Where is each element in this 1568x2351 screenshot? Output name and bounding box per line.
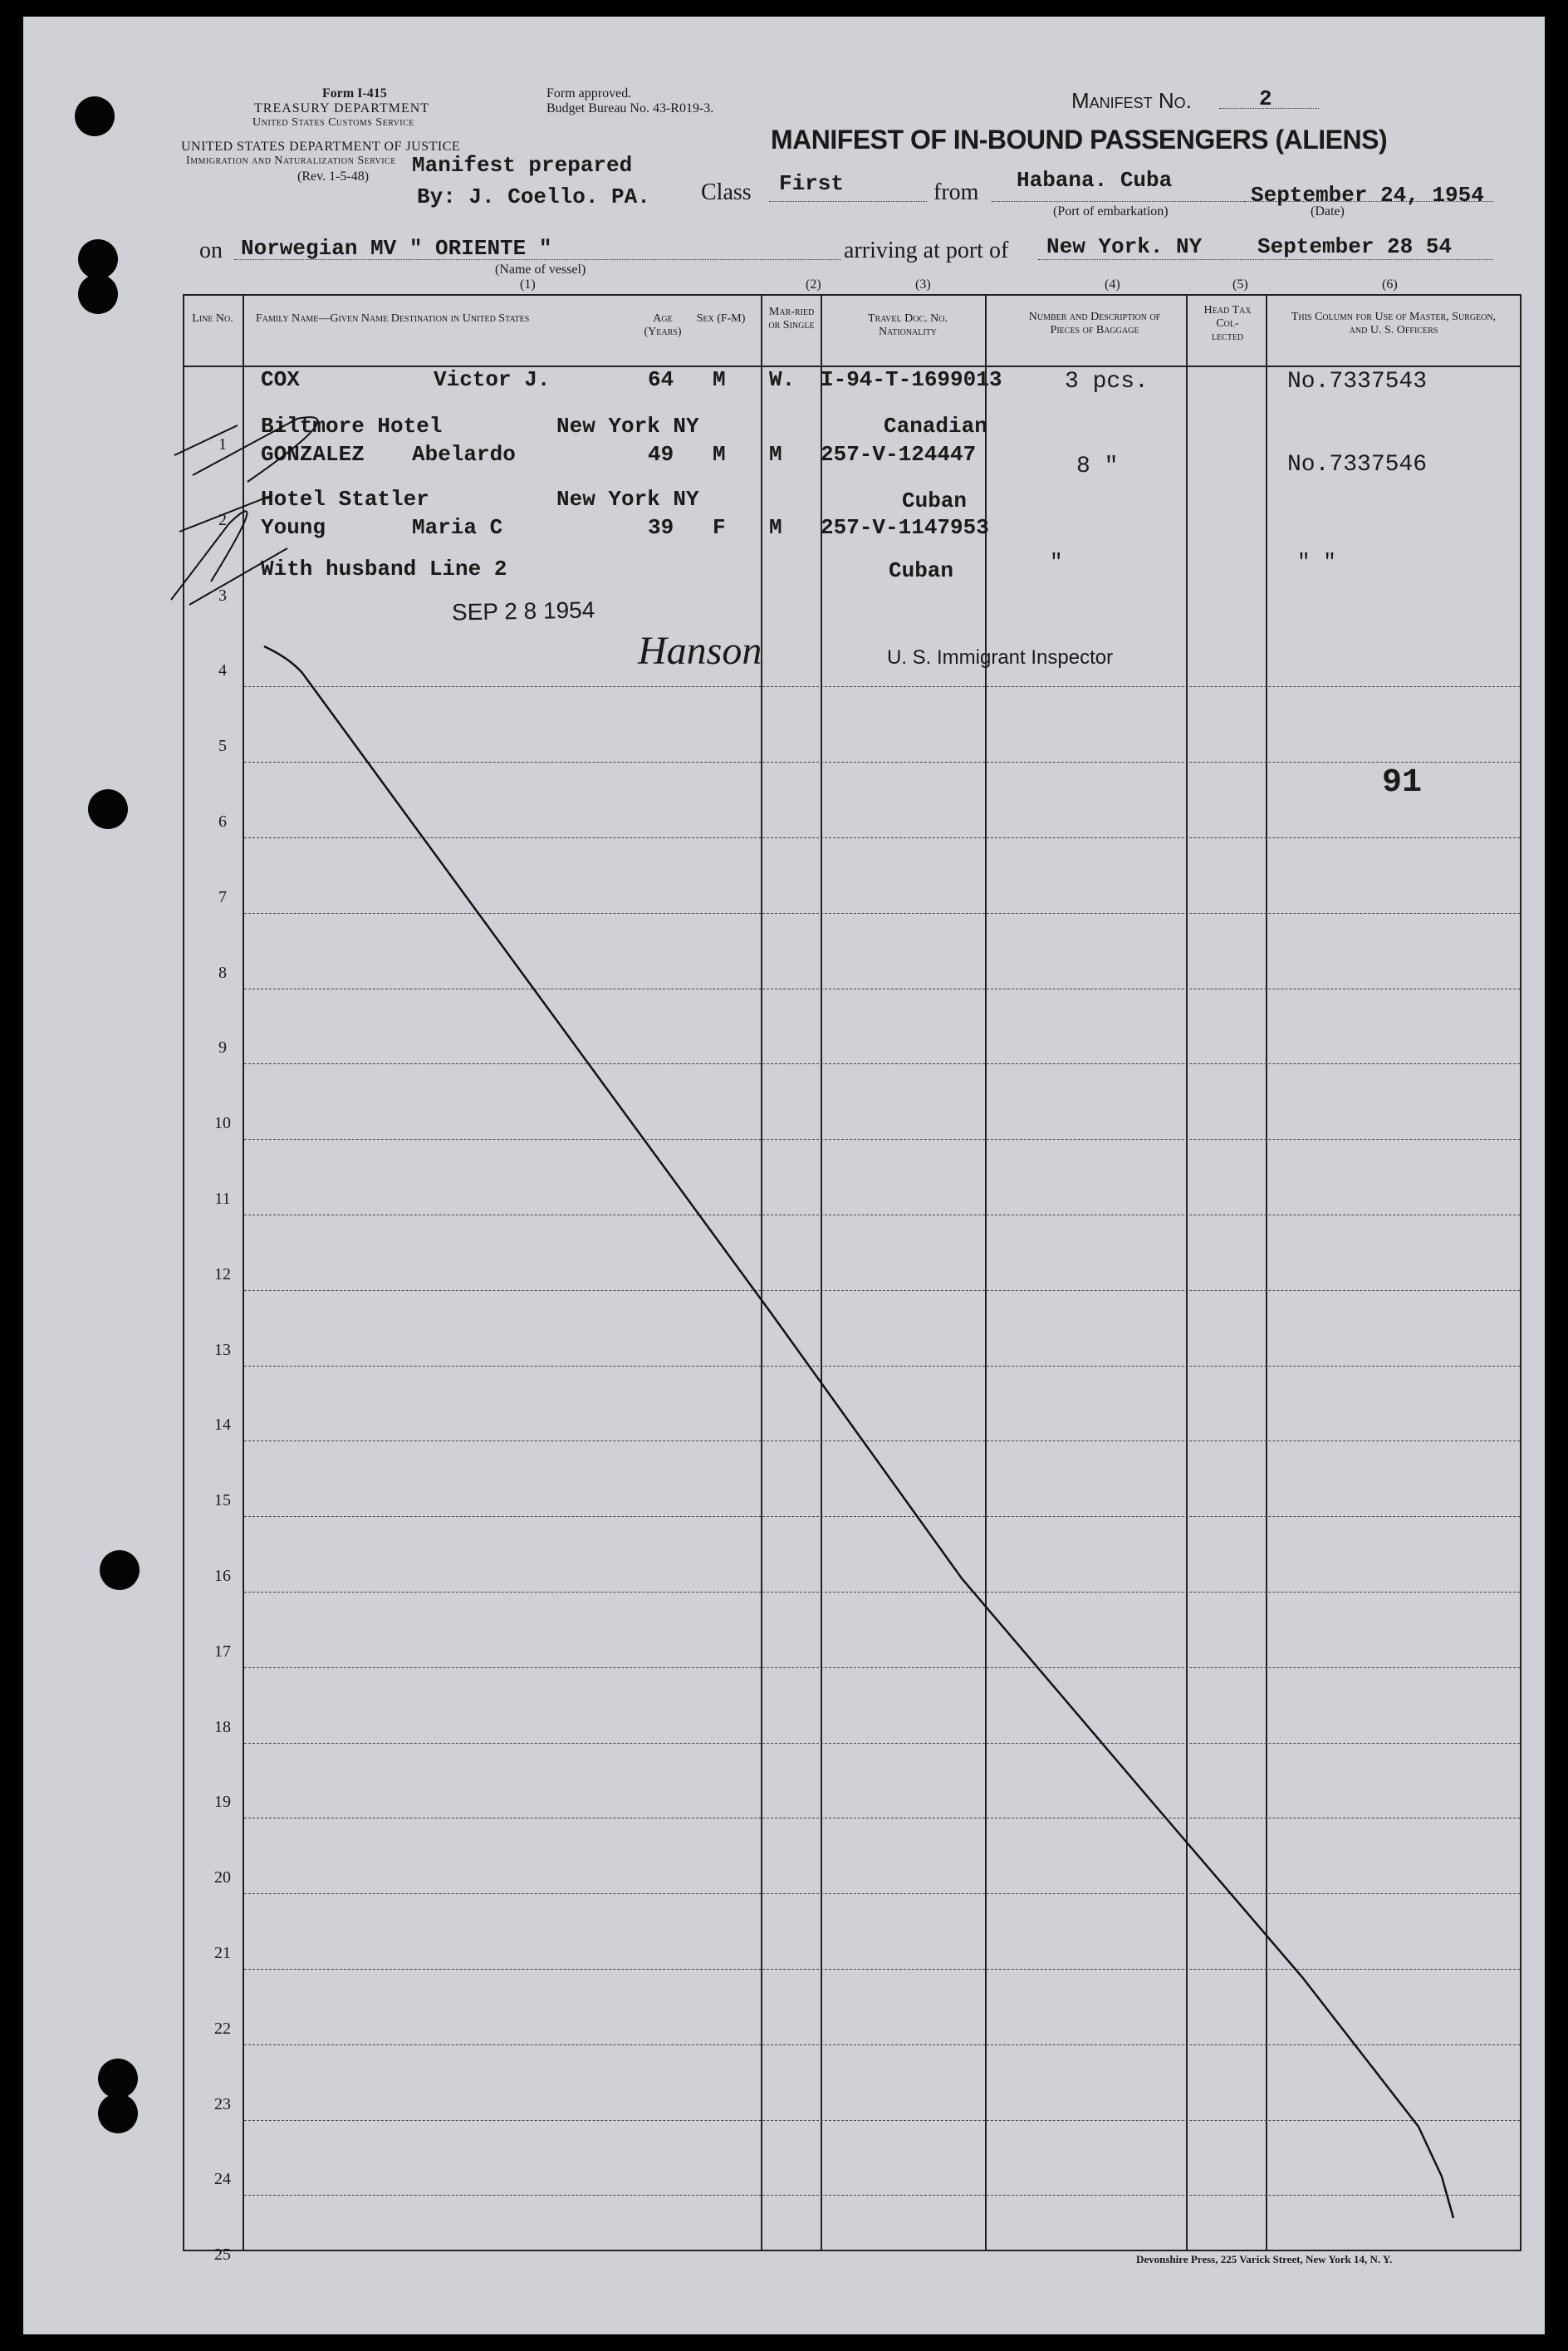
- punch-hole: [75, 96, 115, 136]
- punch-hole: [78, 274, 118, 314]
- col-num-4: (4): [1105, 277, 1120, 292]
- p3-family: Young: [261, 515, 326, 540]
- date-caption: (Date): [1311, 204, 1345, 218]
- header-baggage: Number and Description of Pieces of Baggage: [1028, 311, 1161, 336]
- p1-dest-city: New York NY: [556, 414, 699, 439]
- punch-hole: [98, 2059, 138, 2098]
- header-name: Family Name—Given Name Destination in United States: [256, 312, 530, 325]
- row-separator: [244, 1063, 1520, 1064]
- line-number: 24: [214, 2170, 231, 2189]
- manifest-sheet: [23, 17, 1545, 2334]
- header-officers: This Column for Use of Master, Surgeon, and U. S. Officers: [1291, 311, 1497, 336]
- row-separator: [244, 2120, 1520, 2121]
- p2-destination: Hotel Statler: [261, 487, 429, 512]
- line-number: 4: [218, 661, 227, 680]
- row-separator: [244, 2044, 1520, 2045]
- header-married: Mar-ried or Single: [768, 306, 815, 331]
- prepared-line-1: Manifest prepared: [412, 153, 633, 178]
- vessel-caption: (Name of vessel): [495, 263, 586, 277]
- p2-baggage: 8 ": [1076, 454, 1119, 479]
- line-number: 23: [214, 2094, 231, 2113]
- line-number: 6: [218, 812, 227, 831]
- treasury-dept: TREASURY DEPARTMENT: [254, 101, 430, 115]
- punch-hole: [88, 789, 128, 829]
- line-number: 12: [214, 1264, 231, 1283]
- row-separator: [244, 1893, 1520, 1894]
- line-number: 15: [214, 1491, 231, 1510]
- header-age: Age (Years): [644, 312, 682, 338]
- line-number: 16: [214, 1567, 231, 1585]
- punch-hole: [98, 2093, 138, 2133]
- form-number: Form I-415: [322, 86, 387, 101]
- page-number: 91: [1382, 764, 1423, 802]
- p3-sex: F: [713, 515, 726, 540]
- line-number: 21: [214, 1944, 231, 1962]
- p3-baggage: ": [1050, 550, 1063, 575]
- on-label: on: [199, 238, 223, 263]
- header-head-tax: Head Tax Col-lected: [1203, 304, 1252, 343]
- row-separator: [244, 1516, 1520, 1517]
- p3-officer: " ": [1297, 550, 1336, 575]
- line-number: 13: [214, 1340, 231, 1359]
- p1-doc: I-94-T-1699013: [821, 367, 1002, 392]
- row-separator: [244, 913, 1520, 914]
- row-separator: [244, 837, 1520, 838]
- p3-doc: 257-V-1147953: [821, 515, 989, 540]
- inspector-title: U. S. Immigrant Inspector: [887, 646, 1114, 669]
- p1-baggage: 3 pcs.: [1065, 369, 1149, 395]
- p2-married: M: [769, 442, 782, 467]
- p3-age: 39: [648, 515, 674, 540]
- p3-nationality: Cuban: [889, 558, 954, 583]
- p2-dest-city: New York NY: [556, 487, 699, 512]
- cancel-line: [264, 646, 1453, 2218]
- budget-bureau: Budget Bureau No. 43-R019-3.: [546, 101, 714, 115]
- line-number: 18: [214, 1717, 231, 1736]
- col-num-6: (6): [1382, 277, 1398, 292]
- row-separator: [244, 2195, 1520, 2196]
- printer-credit: Devonshire Press, 225 Varick Street, New York 14, N. Y.: [1136, 2253, 1393, 2265]
- p2-doc: 257-V-124447: [821, 442, 977, 467]
- p2-officer: No.7337546: [1287, 452, 1428, 478]
- form-approved: Form approved.: [546, 86, 632, 101]
- row-separator: [244, 1290, 1520, 1291]
- punch-hole: [100, 1550, 140, 1590]
- from-value: Habana. Cuba: [1017, 168, 1173, 193]
- row-separator: [244, 762, 1520, 763]
- row-separator: [244, 1592, 1520, 1593]
- row-separator: [244, 1366, 1520, 1367]
- p1-destination: Biltmore Hotel: [261, 414, 443, 439]
- line-number: 3: [218, 586, 227, 605]
- line-number: 7: [218, 887, 227, 906]
- line-number: 25: [214, 2245, 231, 2265]
- manifest-no-value: 2: [1259, 86, 1272, 111]
- col-num-5: (5): [1232, 277, 1248, 292]
- line-number: 8: [218, 963, 227, 982]
- form-rev: (Rev. 1-5-48): [297, 169, 370, 184]
- header-line-no: Line No.: [192, 312, 233, 325]
- p1-nationality: Canadian: [884, 414, 987, 439]
- inspection-stamp-date: SEP 2 8 1954: [451, 596, 595, 626]
- header-sex: Sex (F-M): [696, 312, 746, 325]
- header-travel-doc: Travel Doc. No. Nationality: [868, 312, 948, 338]
- p2-family: GONZALEZ: [261, 442, 365, 467]
- row-separator: [244, 686, 1520, 687]
- port-value: New York. NY: [1046, 234, 1203, 259]
- manifest-title: MANIFEST OF IN-BOUND PASSENGERS (ALIENS): [771, 125, 1388, 155]
- p3-married: M: [769, 515, 782, 540]
- p2-nationality: Cuban: [902, 488, 968, 513]
- justice-dept: UNITED STATES DEPARTMENT OF JUSTICE: [181, 140, 461, 154]
- col-num-2: (2): [806, 277, 821, 292]
- prepared-line-2: By: J. Coello. PA.: [417, 184, 650, 209]
- punch-hole: [78, 239, 118, 279]
- class-label: Class: [701, 179, 752, 205]
- p3-given: Maria C: [412, 515, 503, 540]
- p2-given: Abelardo: [412, 442, 516, 467]
- row-separator: [244, 1139, 1520, 1140]
- line-number: 22: [214, 2019, 231, 2038]
- p1-given: Victor J.: [434, 367, 551, 392]
- p1-married: W.: [769, 367, 796, 392]
- handwritten-strike-lines: [23, 17, 1545, 2334]
- embark-caption: (Port of embarkation): [1053, 204, 1169, 218]
- class-value: First: [779, 171, 845, 196]
- line-number: 20: [214, 1868, 231, 1887]
- line-number: 2: [218, 510, 227, 529]
- manifest-no-label: Manifest No.: [1071, 88, 1192, 113]
- p1-officer: No.7337543: [1287, 369, 1428, 395]
- p3-destination: With husband Line 2: [261, 557, 507, 582]
- arriving-label: arriving at port of: [844, 238, 1009, 263]
- vessel-value: Norwegian MV " ORIENTE ": [241, 236, 552, 261]
- line-number: 19: [214, 1793, 231, 1812]
- date-value: September 24, 1954: [1251, 183, 1484, 208]
- line-number: 14: [214, 1416, 231, 1435]
- arrival-date: September 28 54: [1257, 234, 1453, 259]
- from-label: from: [933, 179, 979, 205]
- p1-sex: M: [713, 367, 726, 392]
- line-number: 1: [218, 435, 227, 454]
- line-number: 10: [214, 1114, 231, 1133]
- p2-sex: M: [713, 442, 726, 467]
- customs-service: United States Customs Service: [252, 116, 414, 129]
- inspector-signature: Hanson: [638, 629, 762, 673]
- line-number: 5: [218, 737, 227, 756]
- row-separator: [244, 1743, 1520, 1744]
- ins-service: Immigration and Naturalization Service: [186, 155, 396, 167]
- p1-age: 64: [648, 367, 674, 392]
- p1-family: COX: [261, 367, 300, 392]
- col-num-1: (1): [520, 277, 536, 292]
- line-number: 9: [218, 1038, 227, 1058]
- row-separator: [244, 1969, 1520, 1970]
- p2-age: 49: [648, 442, 674, 467]
- line-number: 17: [214, 1642, 231, 1661]
- row-separator: [244, 1667, 1520, 1668]
- line-number: 11: [214, 1190, 231, 1208]
- col-num-3: (3): [915, 277, 931, 292]
